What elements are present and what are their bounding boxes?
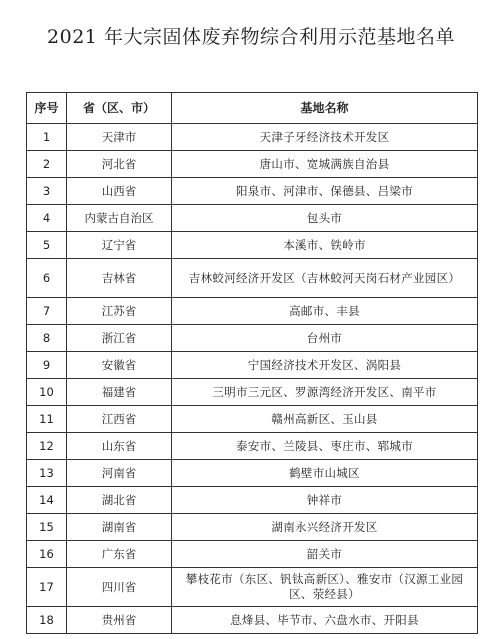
table-row bbox=[27, 460, 478, 487]
row-number: 15 bbox=[27, 514, 67, 541]
row-province: 内蒙古自治区 bbox=[67, 205, 172, 232]
row-base-name: 泰安市、兰陵县、枣庄市、郓城市 bbox=[172, 433, 478, 460]
row-province: 浙江省 bbox=[67, 325, 172, 352]
table-row bbox=[27, 568, 478, 607]
table-header-row bbox=[27, 93, 478, 124]
row-number: 11 bbox=[27, 406, 67, 433]
row-province: 贵州省 bbox=[67, 607, 172, 634]
table-row bbox=[27, 433, 478, 460]
header-serial-number: 序号 bbox=[27, 93, 67, 124]
row-number: 12 bbox=[27, 433, 67, 460]
row-base-name: 包头市 bbox=[172, 205, 478, 232]
row-province: 吉林省 bbox=[67, 259, 172, 298]
row-base-name: 唐山市、宽城满族自治县 bbox=[172, 151, 478, 178]
table-row bbox=[27, 298, 478, 325]
row-province: 四川省 bbox=[67, 568, 172, 607]
row-base-name: 赣州高新区、玉山县 bbox=[172, 406, 478, 433]
row-base-name: 湖南永兴经济开发区 bbox=[172, 514, 478, 541]
row-base-name: 吉林蛟河经济开发区（吉林蛟河天岗石材产业园区） bbox=[172, 259, 478, 298]
row-base-name: 台州市 bbox=[172, 325, 478, 352]
row-number: 13 bbox=[27, 460, 67, 487]
table-row bbox=[27, 487, 478, 514]
row-province: 山东省 bbox=[67, 433, 172, 460]
row-province: 江苏省 bbox=[67, 298, 172, 325]
row-base-name: 本溪市、铁岭市 bbox=[172, 232, 478, 259]
row-number: 16 bbox=[27, 541, 67, 568]
table-row bbox=[27, 259, 478, 298]
row-base-name: 息烽县、毕节市、六盘水市、开阳县 bbox=[172, 607, 478, 634]
row-number: 3 bbox=[27, 178, 67, 205]
row-number: 9 bbox=[27, 352, 67, 379]
table-row bbox=[27, 124, 478, 151]
row-number: 14 bbox=[27, 487, 67, 514]
row-province: 广东省 bbox=[67, 541, 172, 568]
row-base-name: 天津子牙经济技术开发区 bbox=[172, 124, 478, 151]
row-province: 河南省 bbox=[67, 460, 172, 487]
row-province: 福建省 bbox=[67, 379, 172, 406]
row-province: 湖南省 bbox=[67, 514, 172, 541]
row-base-name: 钟祥市 bbox=[172, 487, 478, 514]
header-province: 省（区、市） bbox=[67, 93, 172, 124]
row-province: 湖北省 bbox=[67, 487, 172, 514]
row-number: 8 bbox=[27, 325, 67, 352]
row-number: 7 bbox=[27, 298, 67, 325]
row-province: 河北省 bbox=[67, 151, 172, 178]
row-number: 5 bbox=[27, 232, 67, 259]
table-row bbox=[27, 514, 478, 541]
row-province: 安徽省 bbox=[67, 352, 172, 379]
row-province: 天津市 bbox=[67, 124, 172, 151]
row-base-name: 三明市三元区、罗源湾经济开发区、南平市 bbox=[172, 379, 478, 406]
row-number: 1 bbox=[27, 124, 67, 151]
table-row bbox=[27, 352, 478, 379]
table-row bbox=[27, 607, 478, 634]
header-base-name: 基地名称 bbox=[172, 93, 478, 124]
row-number: 6 bbox=[27, 259, 67, 298]
row-province: 山西省 bbox=[67, 178, 172, 205]
document-title: 2021 年大宗固体废弃物综合利用示范基地名单 bbox=[47, 26, 455, 48]
row-base-name: 阳泉市、河津市、保德县、吕梁市 bbox=[172, 178, 478, 205]
row-base-name: 宁国经济技术开发区、涡阳县 bbox=[172, 352, 478, 379]
table-row bbox=[27, 205, 478, 232]
row-base-name: 高邮市、丰县 bbox=[172, 298, 478, 325]
row-number: 10 bbox=[27, 379, 67, 406]
row-number: 4 bbox=[27, 205, 67, 232]
table-row bbox=[27, 379, 478, 406]
row-province: 江西省 bbox=[67, 406, 172, 433]
row-number: 18 bbox=[27, 607, 67, 634]
row-number: 17 bbox=[27, 568, 67, 607]
table-row bbox=[27, 406, 478, 433]
table-row bbox=[27, 151, 478, 178]
row-base-name: 韶关市 bbox=[172, 541, 478, 568]
row-province: 辽宁省 bbox=[67, 232, 172, 259]
table-row bbox=[27, 325, 478, 352]
row-base-name: 攀枝花市（东区、钒钛高新区）、雅安市（汉源工业园区、荥经县） bbox=[172, 568, 478, 607]
row-base-name: 鹤壁市山城区 bbox=[172, 460, 478, 487]
row-number: 2 bbox=[27, 151, 67, 178]
table-row bbox=[27, 232, 478, 259]
demonstration-base-table bbox=[26, 92, 478, 634]
table-row bbox=[27, 541, 478, 568]
table-row bbox=[27, 178, 478, 205]
